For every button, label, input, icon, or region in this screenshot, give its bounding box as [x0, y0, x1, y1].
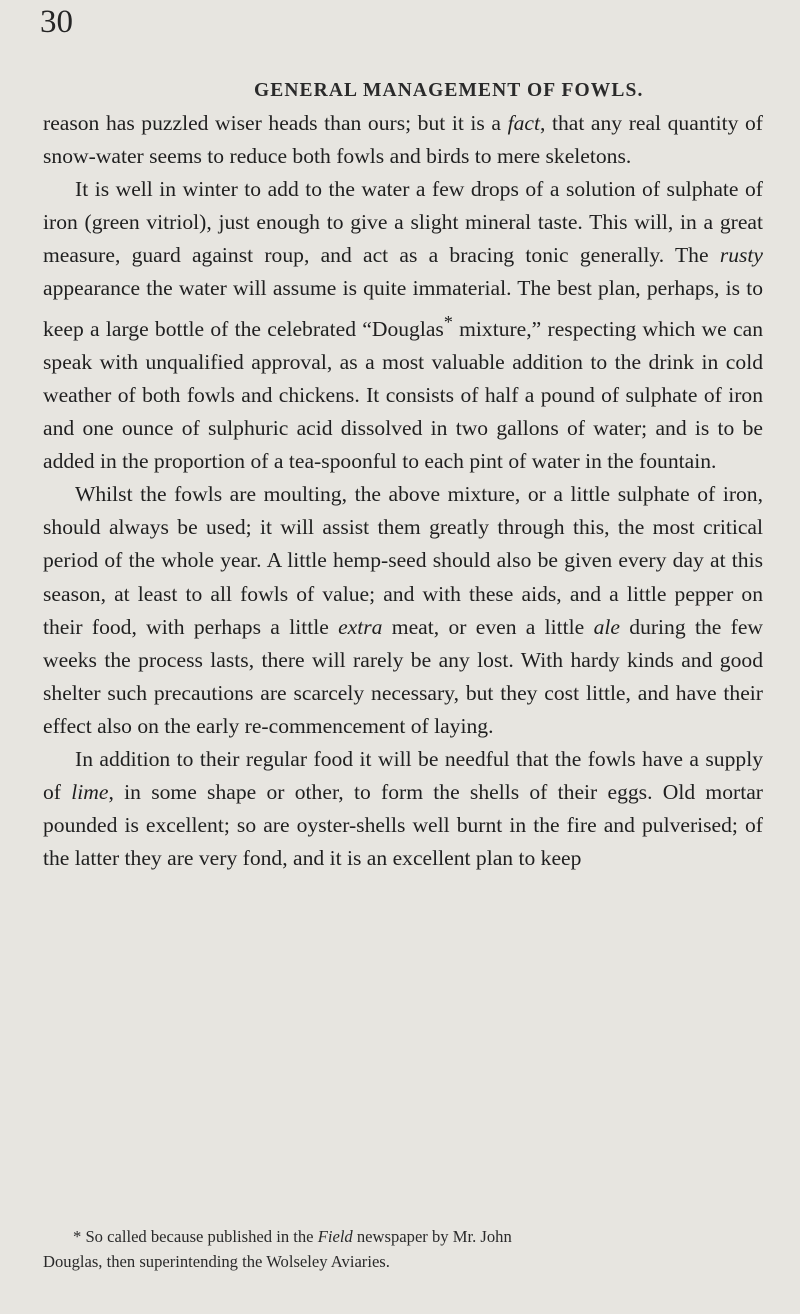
text-run: It is well in winter to add to the water a few drops of a solution of sulphate of iron (green vitriol), just enough to give a slight mineral taste. This will, in a great measure, guard against roup, and act as a bracing tonic generally. The	[43, 177, 763, 268]
page-number: 30	[40, 4, 73, 40]
footnote-line-1	[43, 1224, 763, 1249]
running-head: GENERAL MANAGEMENT OF FOWLS.	[254, 80, 644, 101]
footnote-line-2: Douglas, then superintending the Wolseley Aviaries.	[43, 1252, 390, 1271]
paragraph-2	[43, 173, 763, 478]
italic-word: ale	[593, 614, 620, 639]
italic-word: Field	[317, 1227, 353, 1246]
text-run: mixture,” respecting which we can speak with unqualified approval, as a most valuable addition to the drink in cold weather of both fowls and chickens. It consists of half a pound of sulphate of iron and one ounce of sulphuric acid dissolved in two gallons of water; and is to be added in the proportion of a tea-spoonful to each pint of water in the fountain.	[43, 316, 763, 474]
paragraph-4	[43, 743, 763, 875]
italic-word: rusty	[719, 243, 763, 268]
body-text	[43, 107, 763, 875]
footnote	[43, 1224, 763, 1274]
text-run: newspaper by Mr. John	[352, 1227, 512, 1246]
text-run: appearance the water will assume is quite immaterial. The best plan, perhaps, is to keep a large bottle of the celebrated “Douglas	[43, 276, 763, 341]
text-run: , that any real quantity of snow-water seems to reduce both fowls and birds to mere skeletons.	[43, 111, 763, 169]
italic-word: lime	[71, 780, 109, 805]
text-run: * So called because published in the	[73, 1227, 318, 1246]
italic-word: fact	[507, 111, 540, 135]
text-run: In addition to their regular food it will be needful that the fowls have a supply of	[43, 746, 763, 805]
text-run: meat, or even a little	[382, 614, 594, 639]
text-run: reason has puzzled wiser heads than ours; but it is a	[43, 111, 508, 135]
footnote-marker: *	[443, 311, 453, 332]
text-run: Whilst the fowls are moulting, the above mixture, or a little sulphate of iron, should always be used; it will assist them greatly through this, the most critical period of the whole year. A little hemp-seed should also be given every day at this season, at least to all fowls of value; and with these aids, and a little pepper on their food, with perhaps a little	[43, 482, 763, 639]
text-run: , in some shape or other, to form the shells of their eggs. Old mortar pounded is excellent; so are oyster-shells well burnt in the fire and pulverised; of the latter they are very fond, and it is an excellent plan to keep	[43, 780, 763, 871]
text-run: during the few weeks the process lasts, there will rarely be any lost. With hardy kinds and good shelter such precautions are scarcely necessary, but they cost little, and have their effect also on the early re-commencement of laying.	[43, 614, 764, 738]
italic-word: extra	[338, 614, 383, 639]
paragraph-1	[43, 107, 763, 173]
paragraph-3	[43, 478, 763, 743]
